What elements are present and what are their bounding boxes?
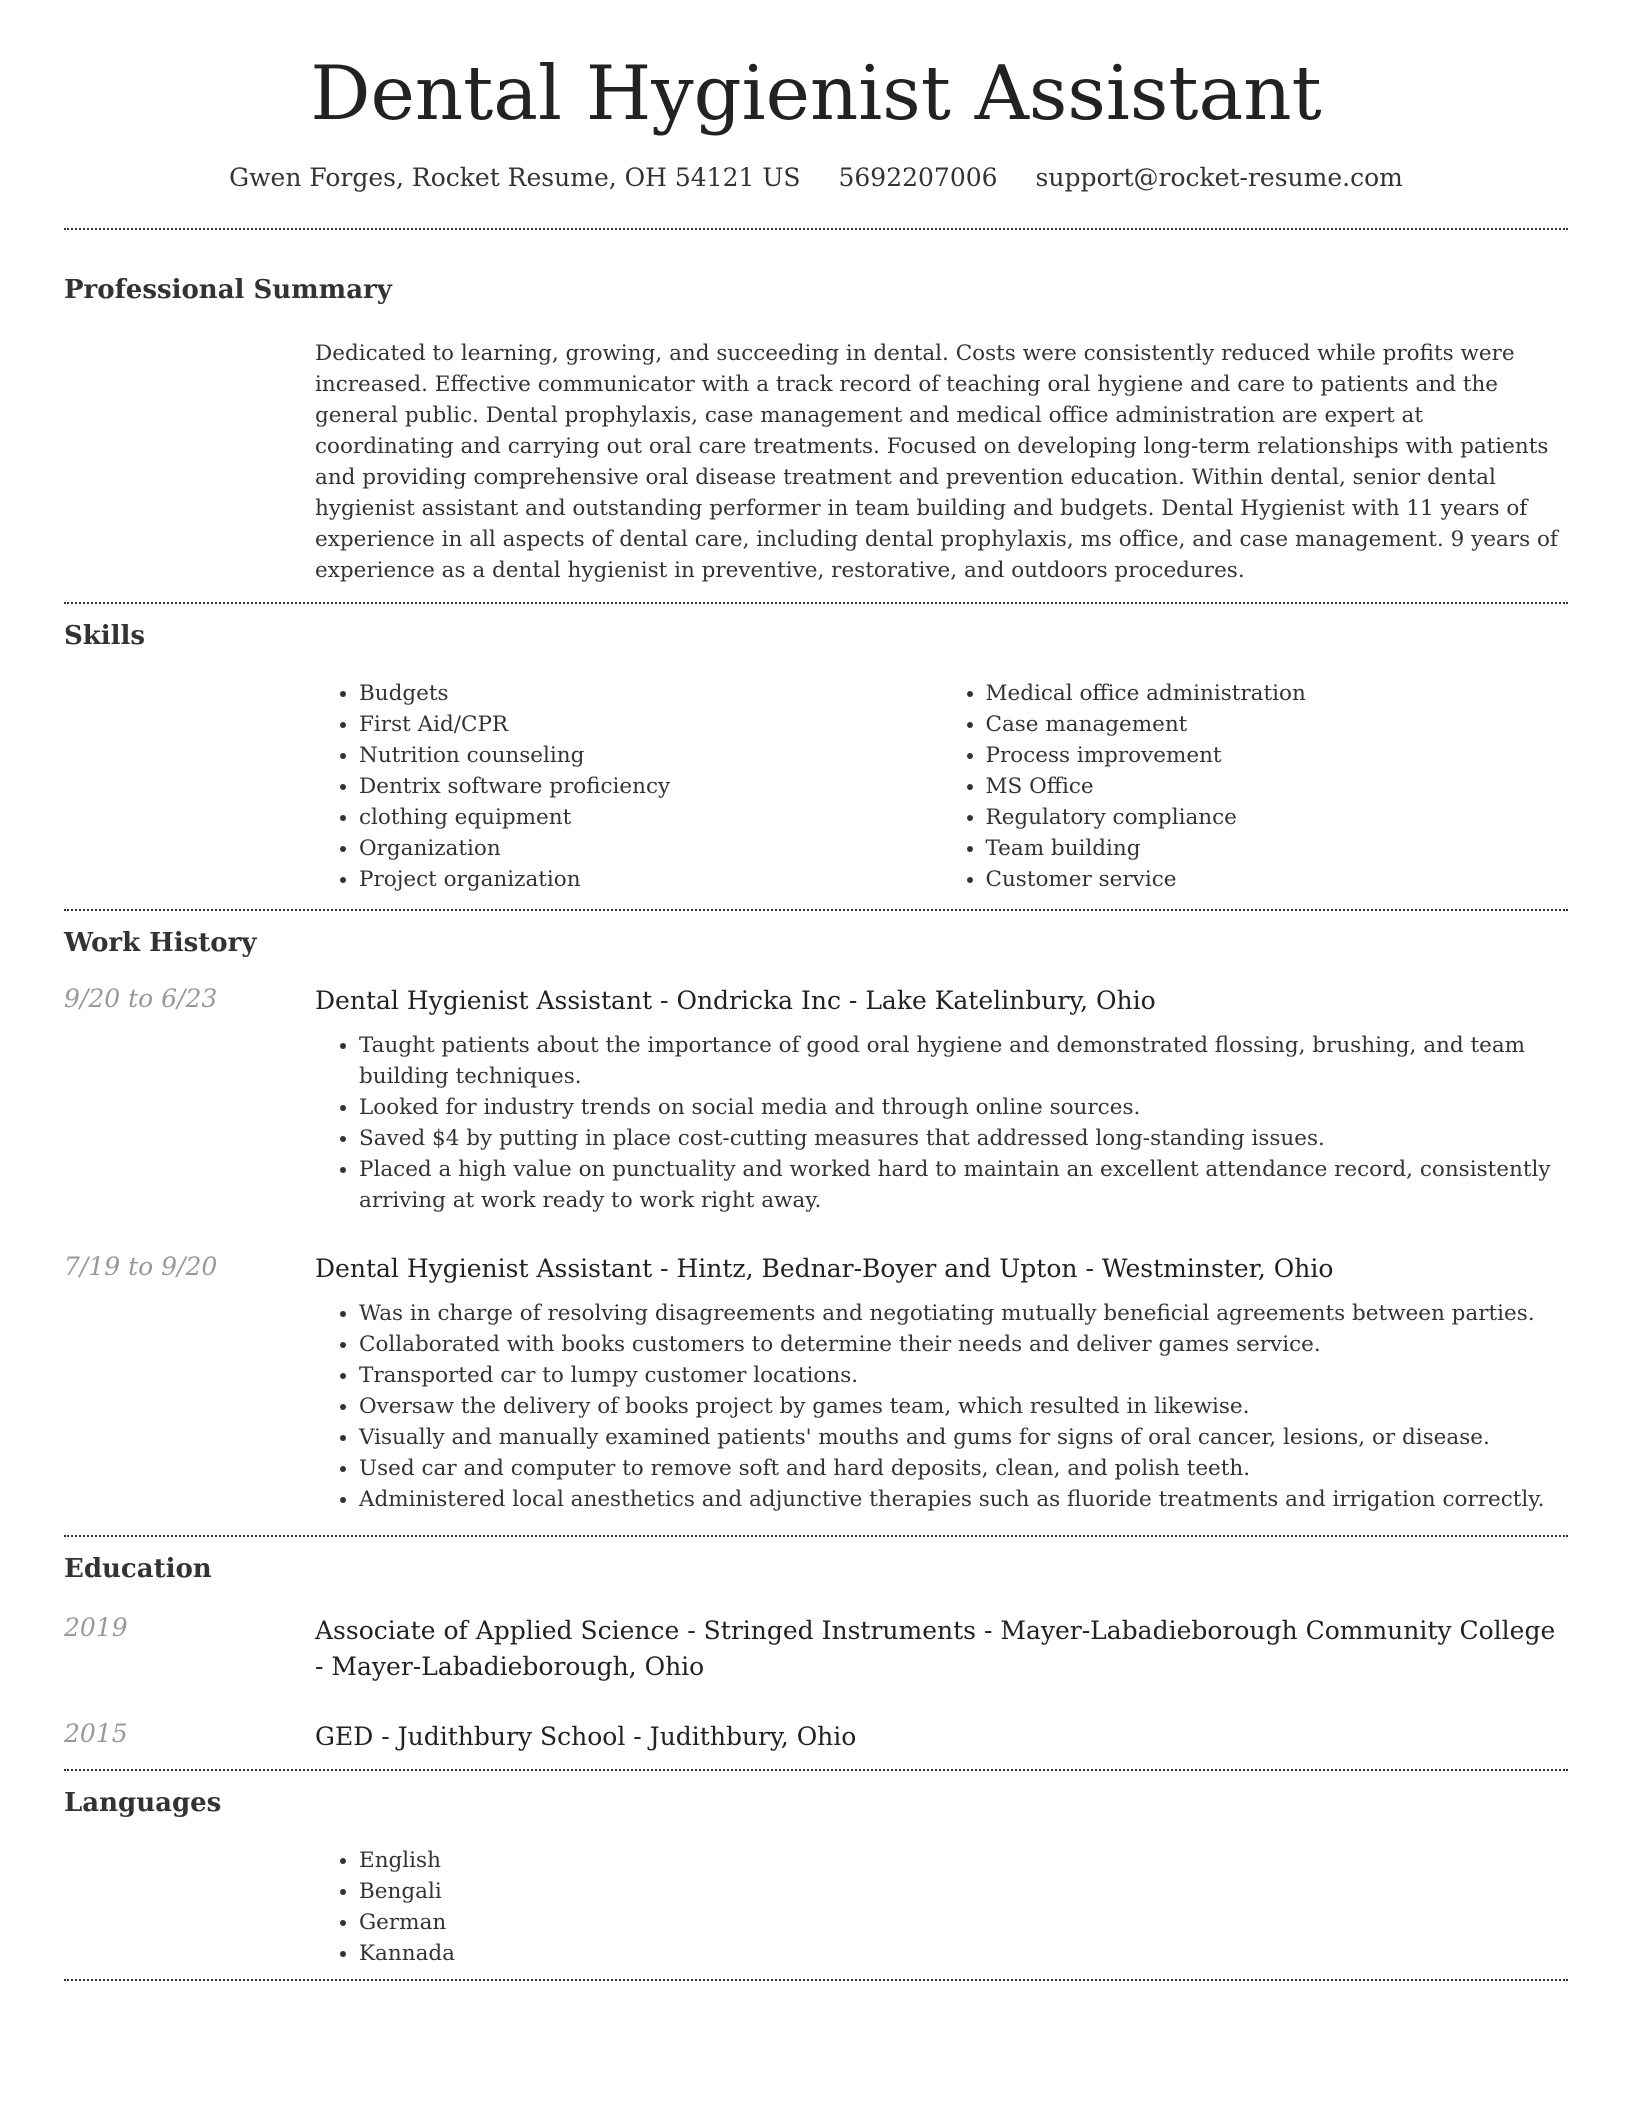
skills-list-right [942, 678, 1569, 895]
skills-section [64, 604, 1568, 909]
skill-item: • Regulatory compliance [986, 802, 1569, 833]
job-bullet-list [315, 1298, 1568, 1515]
skills-list-left [315, 678, 942, 895]
job-entry [64, 984, 1568, 1216]
summary-heading: Professional Summary [64, 274, 392, 305]
section-divider [64, 1979, 1568, 1981]
skill-item: • Organization [359, 833, 942, 864]
job-spacer [64, 1018, 315, 1216]
skill-item: • Nutrition counseling [359, 740, 942, 771]
languages-row [64, 1845, 1568, 1969]
skill-item: • Team building [986, 833, 1569, 864]
education-heading: Education [64, 1553, 212, 1584]
summary-spacer [64, 338, 315, 586]
skills-lists [315, 678, 1568, 895]
job-title: Dental Hygienist Assistant - Hintz, Bednar-Boyer and Upton - Westminster, Ohio [315, 1253, 1334, 1283]
job-bullets [315, 1018, 1568, 1216]
job-body-row [64, 1286, 1568, 1515]
skill-item: • MS Office [986, 771, 1569, 802]
skill-item: • clothing equipment [359, 802, 942, 833]
job-header-row [64, 1252, 1568, 1286]
skill-item: • Process improvement [986, 740, 1569, 771]
languages-section [64, 1771, 1568, 1979]
job-bullet: • Was in charge of resolving disagreements and negotiating mutually beneficial agreements between parties. [359, 1298, 1568, 1329]
education-title: Associate of Applied Science - Stringed Instruments - Mayer-Labadieborough Community College - Mayer-Labadieborough, Ohio [315, 1616, 1556, 1682]
skills-column-right [942, 678, 1569, 895]
languages-list [315, 1845, 1568, 1969]
summary-row [64, 338, 1568, 588]
languages-spacer [64, 1845, 315, 1969]
job-bullet: • Looked for industry trends on social media and through online sources. [359, 1092, 1568, 1123]
resume-title: Dental Hygienist Assistant [310, 49, 1322, 137]
education-entry [64, 1719, 1568, 1755]
job-bullet: • Used car and computer to remove soft and hard deposits, clean, and polish teeth. [359, 1453, 1568, 1484]
job-dates: 7/19 to 9/20 [64, 1251, 218, 1281]
skills-spacer [64, 654, 315, 895]
job-bullet: • Administered local anesthetics and adjunctive therapies such as fluoride treatments and irrigation correctly. [359, 1484, 1568, 1515]
job-bullet: • Collaborated with books customers to determine their needs and deliver games service. [359, 1329, 1568, 1360]
job-header-row [64, 984, 1568, 1018]
job-spacer [64, 1286, 315, 1515]
language-item: • German [359, 1907, 1568, 1938]
skills-heading: Skills [64, 620, 146, 651]
skill-item: • Medical office administration [986, 678, 1569, 709]
job-dates: 9/20 to 6/23 [64, 983, 218, 1013]
job-bullet: • Visually and manually examined patients' mouths and gums for signs of oral cancer, lesions, or disease. [359, 1422, 1568, 1453]
job-body-row [64, 1018, 1568, 1216]
job-bullet-list [315, 1030, 1568, 1216]
work-section [64, 911, 1568, 1534]
contact-email: support@rocket-resume.com [1035, 162, 1403, 192]
languages-heading: Languages [64, 1788, 222, 1819]
skill-item: • Customer service [986, 864, 1569, 895]
language-item: • Bengali [359, 1876, 1568, 1907]
education-year: 2019 [64, 1613, 128, 1643]
skills-column-left [315, 678, 942, 895]
contact-address: Gwen Forges, Rocket Resume, OH 54121 US [229, 162, 801, 192]
education-title: GED - Judithbury School - Judithbury, Ohio [315, 1722, 857, 1752]
summary-text: Dedicated to learning, growing, and succeeding in dental. Costs were consistently reduced while profits were increased. Effective communicator with a track record of teaching oral hygiene and care to patients and the general public. Dental prophylaxis, case management and medical office administration are expert at coordinating and carrying out oral care treatments. Focused on developing long-term relationships with patients and providing comprehensive oral disease treatment and prevention education. Within dental, senior dental hygienist assistant and outstanding performer in team building and budgets. Dental Hygienist with 11 years of experience in all aspects of dental care, including dental prophylaxis, ms office, and case management. 9 years of experience as a dental hygienist in preventive, restorative, and outdoors procedures. [315, 340, 1558, 583]
skill-item: • Dentrix software proficiency [359, 771, 942, 802]
job-bullets [315, 1286, 1568, 1515]
skill-item: • Budgets [359, 678, 942, 709]
work-heading: Work History [64, 928, 257, 959]
skill-item: • Project organization [359, 864, 942, 895]
languages-list-wrap [315, 1845, 1568, 1969]
job-entry [64, 1252, 1568, 1515]
contact-phone: 5692207006 [838, 162, 998, 192]
job-bullet: • Placed a high value on punctuality and worked hard to maintain an excellent attendance record, consistently arriving at work ready to work right away. [359, 1154, 1568, 1216]
skill-item: • First Aid/CPR [359, 709, 942, 740]
language-item: • English [359, 1845, 1568, 1876]
job-bullet: • Taught patients about the importance of good oral hygiene and demonstrated flossing, brushing, and team building techniques. [359, 1030, 1568, 1092]
contact-line [64, 163, 1568, 192]
education-year: 2015 [64, 1719, 128, 1749]
skills-row [64, 654, 1568, 895]
education-section [64, 1537, 1568, 1769]
resume-header [64, 0, 1568, 192]
language-item: • Kannada [359, 1938, 1568, 1969]
skill-item: • Case management [986, 709, 1569, 740]
job-bullet: • Oversaw the delivery of books project by games team, which resulted in likewise. [359, 1391, 1568, 1422]
education-entry [64, 1613, 1568, 1685]
job-bullet: • Transported car to lumpy customer locations. [359, 1360, 1568, 1391]
job-bullet: • Saved $4 by putting in place cost-cutting measures that addressed long-standing issues. [359, 1123, 1568, 1154]
summary-section [64, 230, 1568, 602]
job-title: Dental Hygienist Assistant - Ondricka Inc - Lake Katelinbury, Ohio [315, 985, 1156, 1015]
